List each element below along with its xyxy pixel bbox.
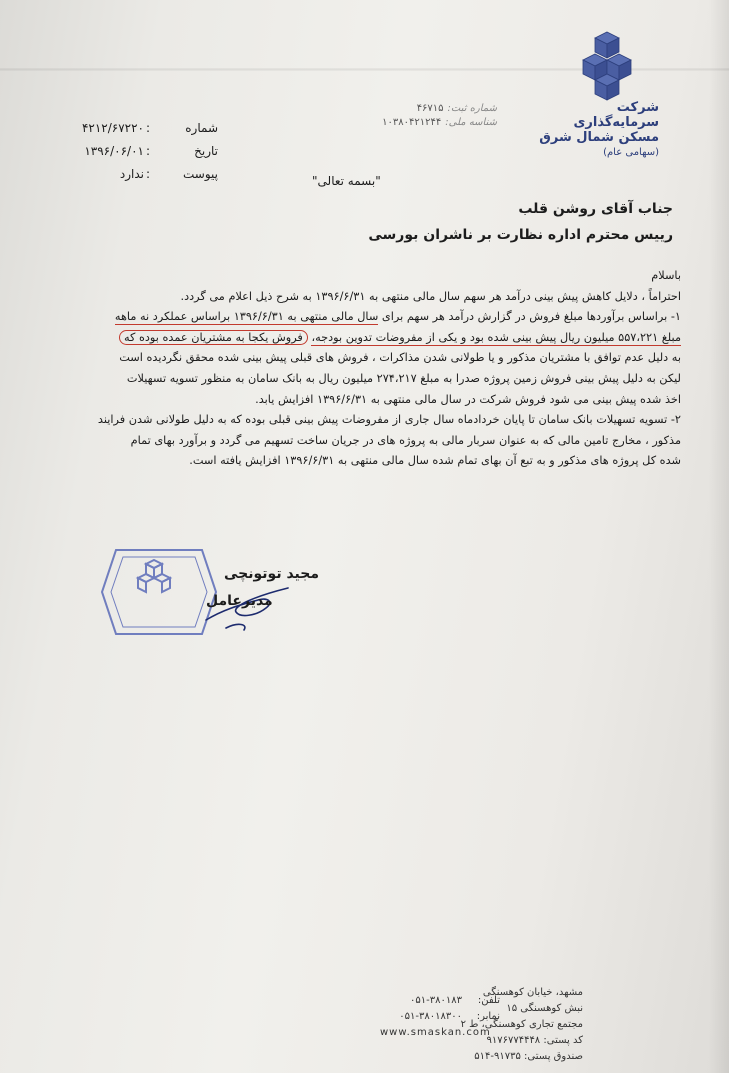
company-line2: مسکن شمال شرق xyxy=(539,130,659,145)
date-label: تاریخ xyxy=(194,144,218,158)
reg-number: ۴۶۷۱۵ xyxy=(416,103,444,114)
p2-line2: مذکور ، مخارج تامین مالی که به عنوان سربار مالی به پروژه های در جریان ساخت تسهیم می گردد و برآورد بهای تمام xyxy=(130,433,681,447)
p1-line2-underlined: مبلغ ۵۵۷،۲۲۱ میلیون ریال پیش بینی شده بود و یکی از مفروضات تدوین بودجه، xyxy=(311,330,681,344)
addressee xyxy=(368,196,673,248)
fax-value: ۰۵۱-۳۸۰۱۸۳۰۰ xyxy=(399,1011,462,1022)
p1-line3: به دلیل عدم توافق با مشتریان مذکور و یا طولانی شدن مذاکرات ، فروش های قبلی پیش بینی شده محقق نگردیده است xyxy=(119,351,681,365)
company-line3: (سهامی عام) xyxy=(603,147,659,158)
letter-body xyxy=(41,266,681,472)
attachment-value: ندارد xyxy=(119,167,144,181)
p1-line2-circled: فروش یکجا به مشتریان عمده بوده که xyxy=(119,330,308,345)
po-box-row xyxy=(461,1049,583,1065)
p2-line1: ۲- تسویه تسهیلات بانک سامان تا پایان خردادماه سال جاری از مفروضات پیش بینی قبلی بوده که به دلیل طولانی شدن فرایند xyxy=(97,413,681,427)
website: www.smaskan.com xyxy=(380,1027,491,1038)
p1-line2 xyxy=(41,328,681,349)
signer-name: مجید توتونچی xyxy=(224,566,320,582)
p1-line5: اخذ شده پیش بینی می شود فروش شرکت در سال مالی منتهی به ۱۳۹۶/۶/۳۱ افزایش یابد. xyxy=(255,392,681,406)
greeting: باسلام xyxy=(651,269,681,282)
phone-value: ۰۵۱-۳۸۰۱۸۳ xyxy=(410,995,462,1006)
intro-line: احتراماً ، دلایل کاهش پیش بینی درآمد هر سهم سال مالی منتهی به ۱۳۹۶/۶/۳۱ به شرح ذیل اعلام می گردد. xyxy=(180,289,681,303)
meta-date-row: تاریخ : ۱۳۹۶/۰۶/۰۱ xyxy=(58,140,218,163)
attachment-label: پیوست xyxy=(183,167,218,181)
address-line3: مجتمع تجاری کوهسنگی، ط ۲ xyxy=(460,1019,583,1030)
addressee-line1: جناب آقای روشن قلب xyxy=(518,201,673,217)
number-value: ۴۲۱۲/۶۷۲۲۰ xyxy=(81,121,144,135)
po-box: ۹۱۷۳۵-۵۱۴ xyxy=(474,1051,521,1062)
fax-label: نمابر: xyxy=(476,1011,500,1022)
p1-line4: لیکن به دلیل پیش بینی فروش زمین پروژه صدرا به مبلغ ۲۷۴،۲۱۷ میلیون ریال به بانک سامان به منظور تسویه تسهیلات xyxy=(126,371,681,385)
po-box-label: صندوق پستی: xyxy=(524,1051,583,1062)
p1-line1-a: ۱- براساس برآوردها مبلغ فروش در گزارش درآمد هر سهم برای xyxy=(378,310,681,324)
paper-edge-shadow xyxy=(709,0,729,1073)
bismillah: "بسمه تعالی" xyxy=(312,174,381,188)
meta-attachment-row: پیوست : ندارد xyxy=(58,163,218,186)
meta-number-row: شماره : ۴۲۱۲/۶۷۲۲۰ xyxy=(58,117,218,140)
addressee-line2: رییس محترم اداره نظارت بر ناشران بورسی xyxy=(368,227,673,243)
postal-code: ۹۱۷۶۷۷۴۴۴۸ xyxy=(486,1035,541,1046)
national-id: ۱۰۳۸۰۴۲۱۲۴۴ xyxy=(382,117,442,128)
number-label: شماره xyxy=(185,121,218,135)
registration-info xyxy=(382,102,497,130)
fax-row xyxy=(380,1009,500,1025)
company-line1: شرکت سرمایه‌گذاری xyxy=(573,100,659,130)
reg-number-label: شماره ثبت: xyxy=(447,103,497,114)
date-value: ۱۳۹۶/۰۶/۰۱ xyxy=(84,144,144,158)
postal-code-label: کد پستی: xyxy=(543,1035,583,1046)
phone-label: تلفن: xyxy=(477,995,500,1006)
footer-contact xyxy=(380,993,500,1041)
p1-line1 xyxy=(41,307,681,328)
p2-line3: شده کل پروژه های مذکور و به تبع آن بهای تمام شده سال مالی منتهی به ۱۳۹۶/۶/۳۱ افزایش یافته است. xyxy=(189,454,681,468)
address-line2: نبش کوهسنگی ۱۵ xyxy=(506,1003,583,1014)
p1-line1-underlined: سال مالی منتهی به ۱۳۹۶/۶/۳۱ براساس عملکرد نه ماهه xyxy=(114,310,379,324)
phone-row xyxy=(380,993,500,1009)
address-line1: مشهد، خیابان کوهسنگی xyxy=(482,987,583,998)
letter-meta xyxy=(58,117,218,186)
signer-title: مدیرعامل xyxy=(206,593,273,609)
national-id-label: شناسه ملی: xyxy=(445,117,497,128)
company-name xyxy=(539,100,659,160)
cube-logo-icon xyxy=(567,28,647,108)
